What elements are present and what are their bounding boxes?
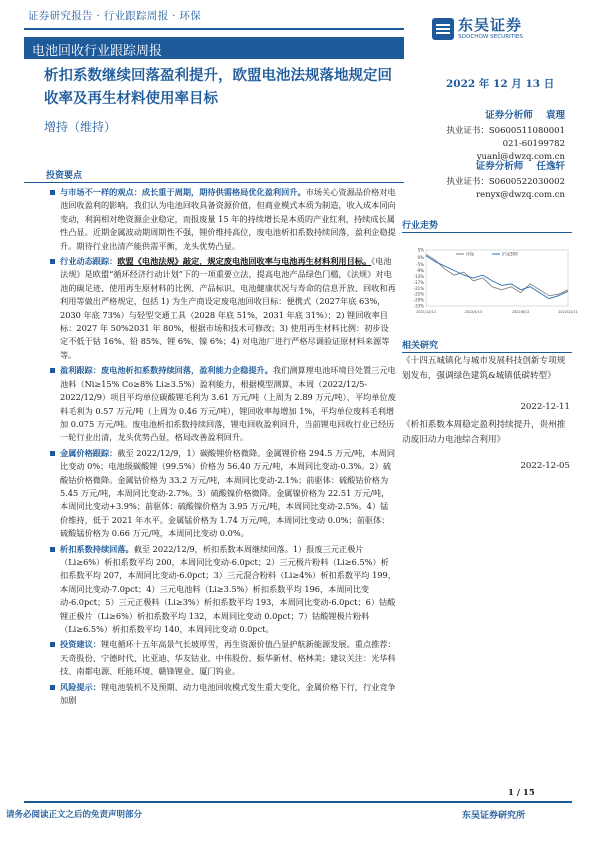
disclaimer-note: 请务必阅读正文之后的免责声明部分 <box>6 810 143 820</box>
bullet-icon <box>50 685 55 690</box>
legend-label: 沪深300 <box>502 251 518 257</box>
bullet-icon <box>50 259 55 264</box>
related-item-1-date: 2022-12-11 <box>520 402 570 412</box>
y-tick-label: -13% <box>413 274 424 280</box>
para-risk-lead: 风险提示： <box>60 681 101 692</box>
report-type: 电池回收行业跟踪周报 <box>32 44 163 59</box>
para-profit <box>60 364 396 444</box>
para-metal <box>60 447 396 541</box>
analyst-1-role: 证券分析师 <box>485 110 533 121</box>
page-number: 1 / 15 <box>508 788 535 798</box>
y-tick-label: -17% <box>413 279 424 285</box>
analyst-2 <box>446 158 565 200</box>
analyst-2-cert: 执业证书：S0600522030002 <box>446 177 565 187</box>
para-industry-lead: 行业动态跟踪： <box>60 256 118 267</box>
para-profit-text: 我们测算理电池环境目处置三元电池料（Ni≥15% Co≥8% Li≥3.5%）盈利能力，根据模型测算，本周（2022/12/5-2022/12/9）项目平均单位碳酸锂毛利为 3.61 万元/吨（上周为 2.89 万元/吨），平均单位废料毛利为 0.57 万元/吨（上周为 0.46 万元/吨），锂回收率每增加 1%，平均单位废料毛利增加 0.075 万元/吨。废电池析扣系数持续回落，锂电回收盈利回升，当前锂电回收行业已经历一轮行业出清，龙头优势凸显，格局改善盈利回升。 <box>60 365 396 443</box>
report-breadcrumb: 证券研究报告 · 行业跟踪周报 · 环保 <box>28 10 202 22</box>
trend-divider <box>402 232 572 233</box>
rating: 增持（维持） <box>44 120 117 134</box>
investment-divider <box>24 182 404 183</box>
y-tick-label: 0% <box>417 254 424 260</box>
para-coeff-lead: 析扣系数持续回落。 <box>60 543 134 554</box>
bullet-icon <box>50 190 55 195</box>
logo-cn-text: 东吴证券 <box>458 16 523 34</box>
y-tick-label: -33% <box>413 303 424 309</box>
investment-heading: 投资要点 <box>46 171 83 181</box>
para-metal-lead: 金属价格跟踪： <box>60 447 118 458</box>
para-risk <box>60 681 396 708</box>
brand-logo <box>432 14 572 48</box>
analyst-2-name-line <box>446 158 565 172</box>
para-coeff <box>60 543 396 637</box>
y-tick-label: -29% <box>413 297 424 303</box>
bullet-icon <box>50 451 55 456</box>
para-view-text: 市场关心资源品价格对电池回收盈利的影响。我们认为电池回收具备资源价值，但商业模式本质为制造，收入成本同向变动，利润相对绝资源企业稳定，而报废量 15 年的持续增长是本质的产业红利，持续成长属性凸显。近期金属波动期周期性不强，锂价维持高位，废电池析扣系数持续回落，盈利企稳提升。期待行业出清产能供需平衡，龙头优势凸显。 <box>60 187 396 251</box>
series-line-2 <box>426 256 568 299</box>
analyst-1-cert: 执业证书：S0600511080001 <box>446 126 565 136</box>
para-coeff-text: 截至 2022/12/9，析扣系数本周继续回落。1）报废三元正极片（Li≥6%）析扣系数平均 200，本周同比变动-6.0pct；2）三元极片粉料（Li≥6.5%）析扣系数平均 207，本周同比变动-6.0pct；3）三元混合粉料（Li≥4%）析扣系数平均 199，本周同比变动-7.0pct；4）三元电池料（Li≥3.5%）析扣系数平均 196，本周同比变动-6.0pct；5）三元正极料（Li≥3%）析扣系数平均 193，本周同比变动-6.0pct；6）钴酸锂正极片（Li≥6%）析扣系数平均 132，本周同比变动 0.0pct；7）钴酸锂极片粉料（Li≥6.5%）析扣系数平均 140，本周同比变动 0.0pct。 <box>60 543 396 634</box>
analyst-1 <box>446 107 565 162</box>
y-tick-label: -5% <box>416 262 424 268</box>
related-heading: 相关研究 <box>402 341 439 351</box>
analyst-1-name: 袁理 <box>545 110 565 121</box>
bullet-icon <box>50 368 55 373</box>
para-advice-lead: 投资建议： <box>60 639 101 650</box>
x-tick-label: 2022/8/12 <box>511 310 530 314</box>
y-tick-label: -21% <box>413 285 424 291</box>
analyst-2-role: 证券分析师 <box>475 161 524 172</box>
x-tick-label: 2022/4/13 <box>464 310 483 314</box>
para-advice <box>60 638 396 678</box>
x-tick-label: 2022/12/11 <box>558 310 578 314</box>
investment-body <box>60 186 396 707</box>
x-tick-label: 2021/12/13 <box>416 310 436 314</box>
analyst-2-email[interactable]: renyx@dwzq.com.cn <box>476 190 565 200</box>
series-line-1 <box>426 254 568 295</box>
analyst-2-name: 任逸轩 <box>536 161 565 172</box>
bullet-icon <box>50 642 55 647</box>
logo-en-text: SOOCHOW SECURITIES <box>458 34 523 40</box>
para-profit-lead: 盈利跟踪：废电池析扣系数持续回落，盈利能力企稳提升。 <box>60 365 273 376</box>
related-divider <box>402 352 572 353</box>
logo-mark-icon <box>432 18 454 40</box>
para-risk-text: 锂电池装机不及预期、动力电池回收模式发生重大变化，金属价格下行，行业竞争加剧 <box>60 681 396 706</box>
related-item-2[interactable]: 《析扣系数本周稳定盈利持续提升，贵州推动废旧动力电池综合利用》 <box>402 420 566 445</box>
y-tick-label: -9% <box>416 268 424 274</box>
report-date: 2022 年 12 月 13 日 <box>446 78 555 90</box>
para-metal-text: 截至 2022/12/9，1）碳酸锂价格微降。金属锂价格 294.5 万元/吨，本周同比变动 0%；电池级碳酸锂（99.5%）价格为 56.40 万元/吨，本周同比变动-0.3%。2）硫酸钴价格微降。金属钴价格为 33.2 万元/吨，本周同比变动-2.1%；前驱体：硫酸钴价格为 5.45 万元/吨，本周同比变动-2.7%。3）硫酸镍价格微降。金属镍价格为 22.51 万元/吨，本周同比变动+3.9%；前驱体：硫酸镍价格为 3.95 万元/吨，本周同比变动-2.5%。4）锰价维持，低于 2021 年水平。金属锰价格为 1.74 万元/吨，本周同比变动 0.0%；前驱体：硫酸锰价格为 0.66 万元/吨，本周同比变动 0.0%。 <box>60 447 396 539</box>
analyst-1-phone: 021-60199782 <box>502 139 565 149</box>
header-divider <box>24 28 404 30</box>
para-view-lead: 与市场不一样的观点：成长重于周期，期待供需格局优化盈利回升。 <box>60 187 306 197</box>
para-advice-text: 锂电循环十五年高景气长坡厚雪，再生资源价值凸显护航新能源发展。重点推荐：天奇股份、宁德时代、比亚迪、华友钴业、中伟股份、振华新材、格林美；建议关注：光华科技、南都电源、旺能环境、赣锋锂业、厦门钨业。 <box>60 639 396 677</box>
para-industry-text: 《电池法规》是欧盟“循环经济行动计划”下的一项重要立法，提高电池产品绿色门槛，《法规》对电池的碳足迹、使用再生原材料的比例、产品标识、电池健康状况与寿命的信息开放、回收和再利用等做出严格规定，包括 1) 为生产商设定废电池回收目标：便携式（2027年底 63%，2030 年底 73%）与轻型交通工具（2028 年底 51%，2031 年底 31%）；2) 锂回收率目标：2027 年 50%2031 年 80%，根据市场和技术可修改；3) 使用再生材料比例：初步设定不低于钴 16%、铅 85%、锂 6%、镍 6%；4) 对电池厂进行严格尽调验证原材料来源等等。 <box>60 256 396 360</box>
para-industry-headline: 欧盟《电池法规》敲定，规定废电池回收率与电池再生材料利用目标。 <box>117 256 372 267</box>
para-view <box>60 186 396 253</box>
trend-heading: 行业走势 <box>402 221 439 231</box>
y-tick-label: 5% <box>417 247 424 253</box>
footer-brand: 东吴证券研究所 <box>462 811 526 821</box>
related-item-2-date: 2022-12-05 <box>520 461 570 471</box>
legend-label: 环保 <box>466 251 474 257</box>
trend-chart <box>404 246 578 318</box>
analyst-1-name-line <box>446 107 565 121</box>
bullet-icon <box>50 547 55 552</box>
para-industry <box>60 255 396 362</box>
report-title: 析扣系数继续回落盈利提升，欧盟电池法规落地规定回收率及再生材料使用率目标 <box>44 67 392 107</box>
footer-divider <box>24 801 572 803</box>
related-item-1[interactable]: 《十四五城镇化与城市发展科技创新专项规划发布，强调绿色建筑&城镇低碳转型》 <box>402 356 566 381</box>
analyst-1-email[interactable]: yuanl@dwzq.com.cn <box>476 152 565 162</box>
y-tick-label: -25% <box>413 291 424 297</box>
